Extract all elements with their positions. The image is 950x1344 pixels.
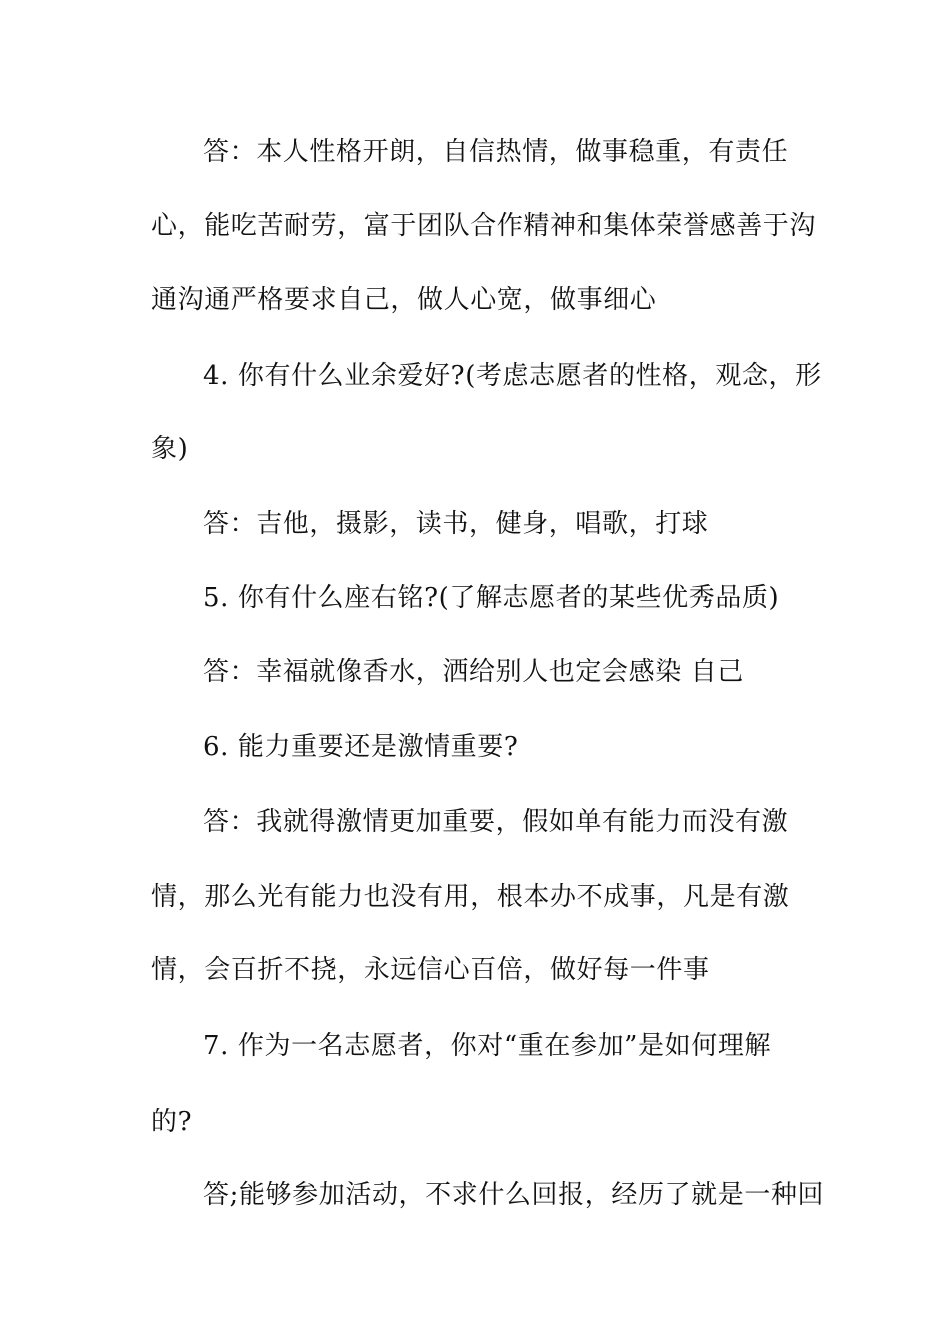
answer-7-line-1: 答;能够参加活动，不求什么回报，经历了就是一种回 (203, 1180, 825, 1210)
question-5: 5. 你有什么座右铭?(了解志愿者的某些优秀品质) (203, 583, 780, 613)
question-7-line-2: 的? (151, 1107, 193, 1137)
answer-4: 答：吉他，摄影，读书，健身，唱歌，打球 (203, 509, 709, 539)
question-7-line-1: 7. 作为一名志愿者，你对“重在参加”是如何理解 (203, 1031, 772, 1061)
answer-6-line-3: 情，会百折不挠，永远信心百倍，做好每一件事 (151, 955, 710, 985)
answer-5: 答：幸福就像香水，洒给别人也定会感染 自己 (203, 657, 744, 687)
question-4-line-1: 4. 你有什么业余爱好?(考虑志愿者的性格，观念，形 (203, 361, 822, 391)
question-4-line-2: 象) (151, 434, 189, 464)
question-6: 6. 能力重要还是激情重要? (203, 732, 519, 762)
answer-6-line-2: 情，那么光有能力也没有用，根本办不成事，凡是有激 (151, 882, 790, 912)
answer-6-line-1: 答：我就得激情更加重要，假如单有能力而没有激 (203, 807, 789, 837)
answer-3-line-1: 答：本人性格开朗，自信热情，做事稳重，有责任 (203, 137, 789, 167)
answer-3-line-3: 通沟通严格要求自己，做人心宽，做事细心 (151, 285, 657, 315)
answer-3-line-2: 心，能吃苦耐劳，富于团队合作精神和集体荣誉感善于沟 (151, 211, 817, 241)
